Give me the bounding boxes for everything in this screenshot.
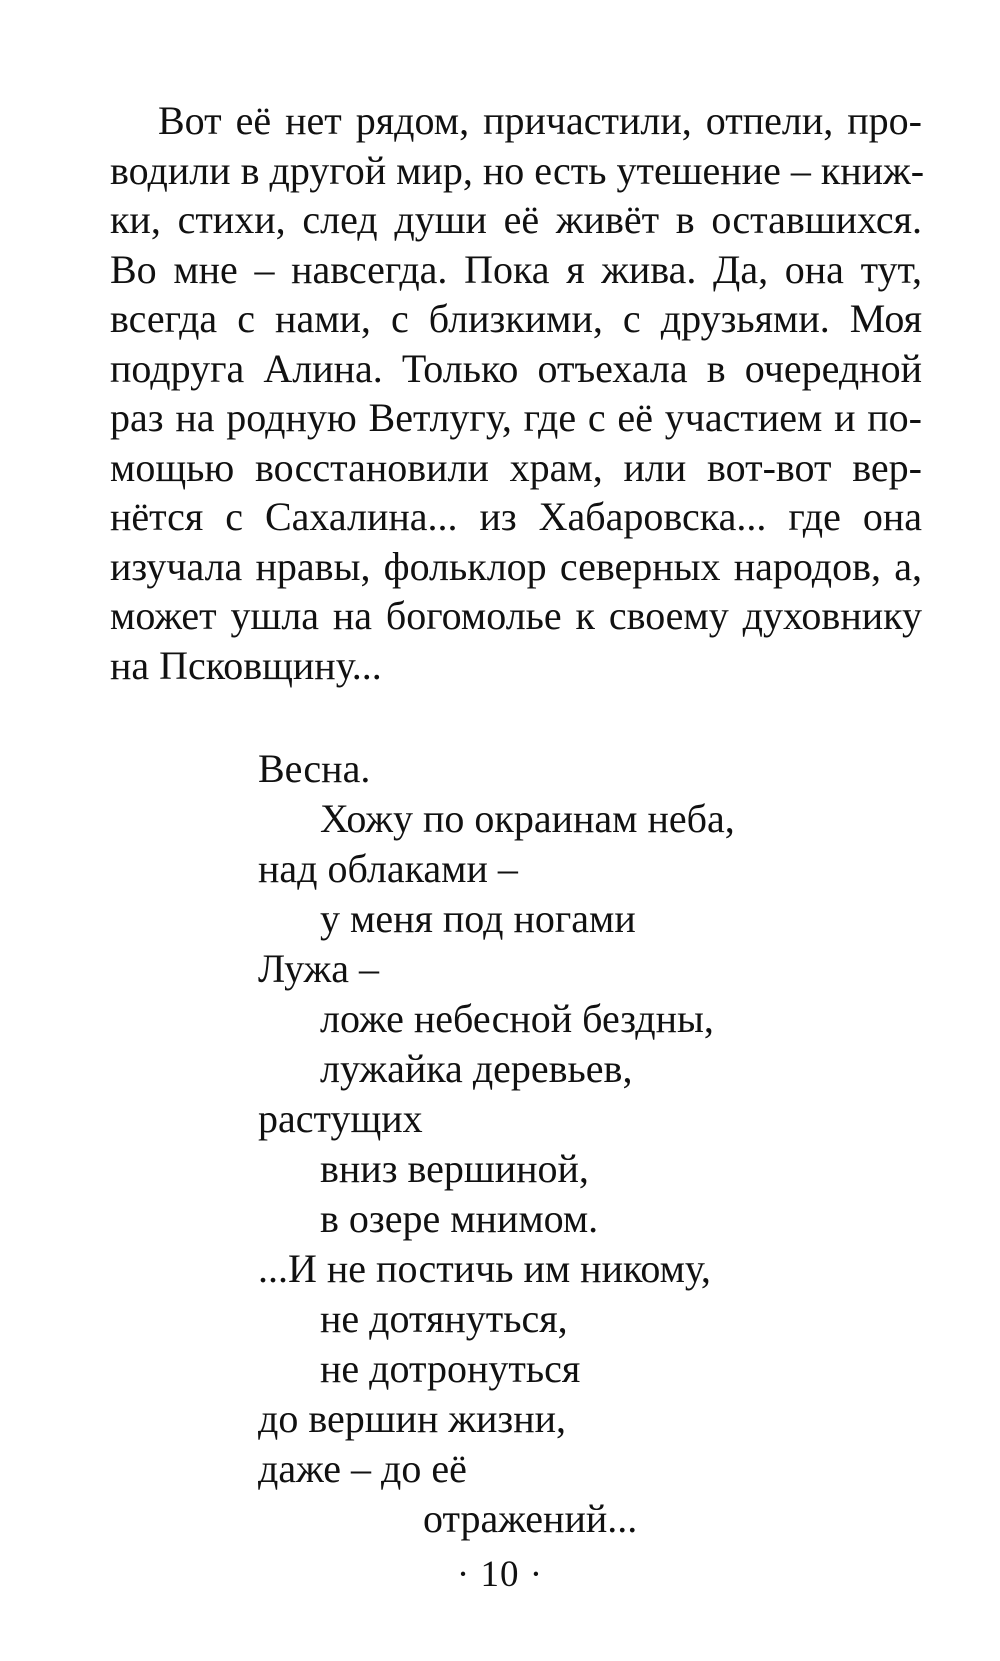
prose-paragraph xyxy=(110,96,925,690)
prose-line: подруга Алина. Только отъехала в очередной xyxy=(110,345,922,391)
poem-line: не дотронуться xyxy=(320,1346,581,1391)
poem-line: лужайка деревьев, xyxy=(320,1046,633,1091)
prose-line: на Псковщину... xyxy=(110,642,382,688)
prose-line: Во мне – навсегда. Пока я жива. Да, она тут, xyxy=(110,246,922,292)
prose-line: Вот её нет рядом, причастили, отпели, про- xyxy=(158,98,922,143)
poem xyxy=(258,744,898,1544)
poem-line: до вершин жизни, xyxy=(258,1396,567,1441)
page-number: · 10 · xyxy=(456,1554,544,1595)
prose-line: раз на родную Ветлугу, где с её участием и по- xyxy=(110,395,922,440)
prose-line: нётся с Сахалина... из Хабаровска... где она xyxy=(110,494,922,539)
poem-line: Весна. xyxy=(258,746,371,791)
poem-line: ...И не постичь им никому, xyxy=(258,1246,711,1291)
prose-line: изучала нравы, фольклор северных народов, а, xyxy=(110,543,922,589)
poem-line: отражений... xyxy=(423,1496,638,1541)
poem-line: растущих xyxy=(258,1096,423,1141)
poem-line: даже – до её xyxy=(258,1446,467,1491)
poem-line: Лужа – xyxy=(258,946,379,991)
poem-line: не дотянуться, xyxy=(320,1296,568,1341)
poem-line: вниз вершиной, xyxy=(320,1146,589,1191)
poem-line: Хожу по окраинам неба, xyxy=(320,796,735,841)
prose-line: водили в другой мир, но есть утешение – книж- xyxy=(110,147,925,193)
poem-line: над облаками – xyxy=(258,846,518,891)
prose-line: всегда с нами, с близкими, с друзьями. Моя xyxy=(110,296,922,341)
prose-line: ки, стихи, след души её живёт в оставшихся. xyxy=(110,197,922,242)
poem-line: ложе небесной бездны, xyxy=(320,996,714,1041)
prose-line: мощью восстановили храм, или вот-вот вер- xyxy=(110,444,922,490)
poem-line: в озере мнимом. xyxy=(320,1196,599,1241)
poem-line: у меня под ногами xyxy=(320,896,636,941)
prose-line: может ушла на богомолье к своему духовнику xyxy=(110,593,922,638)
